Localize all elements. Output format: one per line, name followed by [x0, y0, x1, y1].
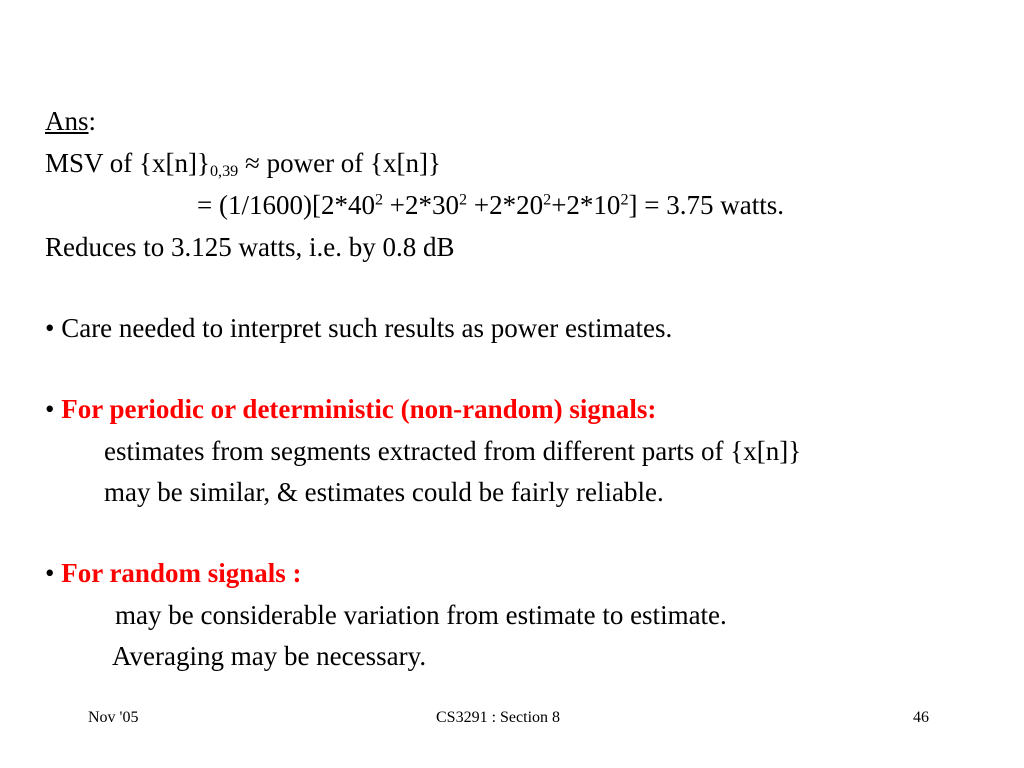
periodic-line-2: may be similar, & estimates could be fairly reliable.	[104, 477, 664, 507]
bullet-periodic	[45, 393, 656, 425]
eq-part-4: +2*10	[551, 190, 621, 220]
eq-exponent-4: 2	[620, 190, 629, 209]
eq-part-2: +2*30	[383, 190, 460, 220]
periodic-line-1: estimates from segments extracted from different parts of {x[n]}	[104, 436, 802, 466]
footer-page-number: 46	[913, 709, 929, 726]
bullet-care-needed: • Care needed to interpret such results as power estimates.	[45, 313, 673, 343]
footer-course: CS3291 : Section 8	[436, 709, 561, 726]
equation-line	[197, 189, 784, 221]
random-line-1: may be considerable variation from estimate to estimate.	[115, 600, 727, 630]
eq-start: = (1/1600)[2*40	[197, 190, 375, 220]
eq-end: ] = 3.75 watts.	[628, 190, 784, 220]
ans-label: Ans	[45, 106, 89, 136]
msv-prefix: MSV of {x[n]}	[45, 148, 210, 178]
random-line-2: Averaging may be necessary.	[112, 641, 427, 671]
eq-exponent-2: 2	[459, 190, 468, 209]
msv-suffix: ≈ power of {x[n]}	[238, 148, 441, 178]
ans-colon: :	[88, 106, 97, 136]
reduces-line: Reduces to 3.125 watts, i.e. by 0.8 dB	[45, 232, 455, 262]
msv-line	[45, 147, 441, 179]
eq-exponent-3: 2	[543, 190, 552, 209]
periodic-heading: For periodic or deterministic (non-random) signals:	[61, 394, 657, 424]
ans-heading	[45, 105, 96, 137]
bullet-marker: •	[45, 558, 62, 588]
msv-subscript: 0,39	[209, 162, 239, 181]
footer-date: Nov '05	[88, 709, 139, 726]
bullet-marker: •	[45, 394, 62, 424]
eq-exponent-1: 2	[374, 190, 384, 209]
bullet-random	[45, 557, 301, 589]
random-heading: For random signals :	[61, 558, 302, 588]
eq-part-3: +2*20	[467, 190, 544, 220]
